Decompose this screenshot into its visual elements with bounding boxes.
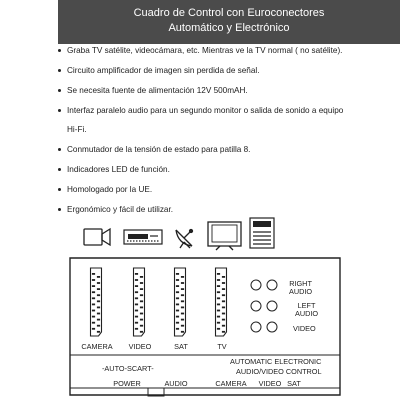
scart-pin — [217, 310, 220, 312]
scart-pin — [181, 276, 184, 278]
scart-pin — [97, 331, 100, 333]
scart-pin — [135, 316, 138, 318]
scart-pin — [176, 304, 179, 306]
scart-pin — [97, 288, 100, 290]
connector-label-video: VIDEO — [128, 342, 152, 351]
bottom-label-video: VIDEO — [258, 379, 282, 388]
connector-label-tv: TV — [217, 342, 227, 351]
scart-pin — [140, 313, 143, 315]
scart-pin — [97, 319, 100, 321]
bottom-label-power: POWER — [113, 379, 141, 388]
scart-pin — [92, 291, 95, 293]
scart-camera-connector — [91, 268, 102, 336]
scart-pin — [222, 325, 225, 327]
scart-pin — [217, 304, 220, 306]
scart-pin — [135, 273, 138, 275]
scart-pin — [222, 276, 225, 278]
scart-pin — [135, 279, 138, 281]
feature-item: Ergonómico y fácil de utilizar. — [58, 205, 398, 214]
right-audio-label: RIGHT AUDIO — [289, 279, 313, 296]
auto-scart-label: -AUTO-SCART- — [102, 364, 154, 373]
left-audio-label: LEFT AUDIO — [295, 301, 319, 318]
scart-pin — [97, 276, 100, 278]
scart-pin — [140, 307, 143, 309]
feature-item: Se necesita fuente de alimentación 12V 500mAH. — [58, 86, 398, 95]
scart-video-connector — [134, 268, 145, 336]
scart-pin — [135, 297, 138, 299]
connector-label-camera: CAMERA — [81, 342, 113, 351]
brand-line-2: AUDIO/VIDEO CONTROL — [236, 367, 322, 376]
scart-pin — [176, 328, 179, 330]
scart-pin — [97, 313, 100, 315]
feature-item: Conmutador de la tensión de estado para patilla 8. — [58, 145, 398, 154]
feature-item: Homologado por la UE. — [58, 185, 398, 194]
feature-item: Circuito amplificador de imagen sin perdida de señal. — [58, 66, 398, 75]
scart-pin — [181, 313, 184, 315]
scart-pin — [92, 304, 95, 306]
scart-pin — [222, 319, 225, 321]
scart-pin — [135, 304, 138, 306]
scart-pin — [181, 319, 184, 321]
scart-pin — [176, 310, 179, 312]
scart-tv-connector — [216, 268, 227, 336]
scart-pin — [92, 273, 95, 275]
scart-pin — [140, 288, 143, 290]
feature-item: Interfaz paralelo audio para un segundo monitor o salida de sonido a equipo Hi-Fi. — [58, 106, 398, 134]
scart-pin — [140, 319, 143, 321]
scart-pin — [181, 282, 184, 284]
scart-pin — [217, 285, 220, 287]
scart-pin — [217, 316, 220, 318]
scart-pin — [176, 316, 179, 318]
scart-pin — [181, 300, 184, 302]
scart-pin — [222, 313, 225, 315]
scart-pin — [181, 288, 184, 290]
scart-pin — [217, 322, 220, 324]
scart-sat-connector — [175, 268, 186, 336]
scart-pin — [97, 325, 100, 327]
scart-pin — [92, 316, 95, 318]
scart-pin — [135, 285, 138, 287]
scart-pin — [222, 300, 225, 302]
scart-pin — [140, 276, 143, 278]
scart-pin — [97, 294, 100, 296]
feature-item-continuation: Hi-Fi. — [67, 125, 87, 134]
scart-pin — [176, 285, 179, 287]
scart-pin — [97, 307, 100, 309]
bottom-label-camera: CAMERA — [215, 379, 247, 388]
scart-pin — [92, 297, 95, 299]
scart-pin — [140, 300, 143, 302]
scart-pin — [135, 291, 138, 293]
scart-pin — [222, 282, 225, 284]
scart-pin — [181, 294, 184, 296]
scart-pin — [92, 310, 95, 312]
scart-pin — [140, 294, 143, 296]
scart-pin — [217, 291, 220, 293]
scart-pin — [222, 294, 225, 296]
bottom-label-sat: SAT — [287, 379, 301, 388]
scart-pin — [92, 279, 95, 281]
bottom-label-audio: AUDIO — [164, 379, 188, 388]
scart-pin — [181, 331, 184, 333]
title-line-2: Automático y Electrónico — [168, 22, 290, 34]
scart-pin — [97, 300, 100, 302]
scart-pin — [176, 273, 179, 275]
feature-item: Indicadores LED de función. — [58, 165, 398, 174]
scart-pin — [181, 307, 184, 309]
scart-pin — [176, 322, 179, 324]
title-line-1: Cuadro de Control con Euroconectores — [133, 7, 325, 19]
scart-pin — [92, 285, 95, 287]
scart-pin — [217, 328, 220, 330]
video-label: VIDEO — [293, 324, 316, 333]
scart-pin — [181, 325, 184, 327]
scart-pin — [140, 282, 143, 284]
scart-pin — [92, 322, 95, 324]
scart-pin — [176, 279, 179, 281]
scart-pin — [97, 282, 100, 284]
feature-item: Graba TV satélite, videocámara, etc. Mientras ve la TV normal ( no satélite). — [58, 46, 398, 55]
scart-pin — [217, 273, 220, 275]
scart-pin — [222, 307, 225, 309]
scart-pin — [135, 328, 138, 330]
scart-pin — [140, 331, 143, 333]
scart-pin — [140, 325, 143, 327]
scart-pin — [217, 279, 220, 281]
brand-line-1: AUTOMATIC ELECTRONIC — [230, 357, 322, 366]
scart-pin — [176, 291, 179, 293]
scart-pin — [222, 288, 225, 290]
connector-label-sat: SAT — [174, 342, 188, 351]
scart-pin — [176, 297, 179, 299]
scart-pin — [92, 328, 95, 330]
scart-pin — [217, 297, 220, 299]
scart-pin — [222, 331, 225, 333]
scart-pin — [135, 322, 138, 324]
scart-pin — [135, 310, 138, 312]
